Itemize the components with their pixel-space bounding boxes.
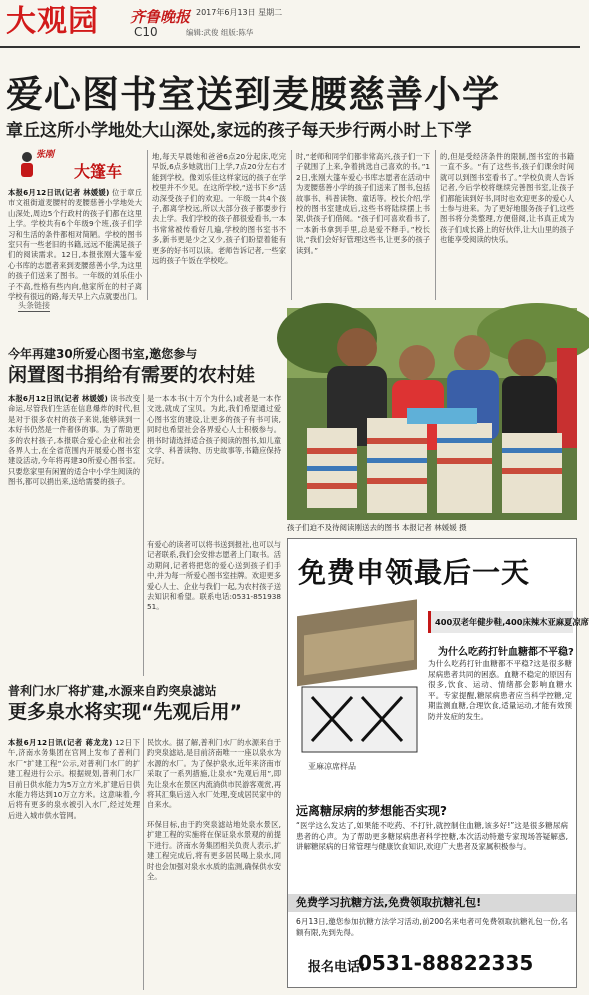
- column-rule: [435, 150, 436, 300]
- ad-title: 免费申领最后一天: [298, 556, 531, 589]
- paper-logo: 齐鲁晚报: [130, 8, 191, 26]
- second-byline: 本报6月12日讯(记者 林媛媛): [8, 394, 108, 403]
- section-title: 大观园: [6, 4, 99, 39]
- lead-body-col4: [440, 152, 574, 300]
- column-rule: [291, 150, 292, 300]
- third-body-col3: [147, 820, 281, 990]
- lead-subheadline: 章丘这所小学地处大山深处,家远的孩子每天步行两小时上下学: [6, 121, 472, 141]
- third-body-text-2: 民饮水。据了解,普利门水厂的水源来自于趵突泉滤站,是目前济南唯一一座以泉水为水源的水厂。为了保护泉水,近年来济南市采取了一系列措施,让泉水“先观后用”,即先让泉水在景区内流淌供市民游客观赏,再将其汇集后送入水厂处理,变成居民家中的自来水。: [147, 738, 281, 810]
- editor-line: 编辑:武俊 组版:陈华: [186, 28, 254, 37]
- column-rule: [147, 150, 148, 300]
- third-kicker: 普利门水厂将扩建,水源来自趵突泉滤站: [8, 684, 217, 698]
- second-body-col3: [147, 540, 281, 676]
- second-body-text-3: 有爱心的读者可以将书送到报社,也可以与记者联系,我们会安排志愿者上门取书。活动期间,记者将把您的爱心送到孩子们手中,并为每一所爱心图书室挂牌。欢迎更多爱心人士、企业与我们一起,为农村孩子送去知识和希望。联系电话:0531-85193851。: [147, 540, 281, 612]
- columnist-avatar-icon: [18, 150, 36, 178]
- third-body-text-3: 环保目标,由于趵突泉滤站地处泉水景区,扩建工程的实施将在保证泉水景观的前提下进行。济南水务集团相关负责人表示,扩建工程完成后,将有更多居民喝上泉水,同时也会加强对泉水水质的监测,确保供水安全。: [147, 820, 281, 882]
- second-body-text-1: 读书改变命运,尽管我们生活在信息爆炸的时代,但是对于很多农村的孩子来说,能够读到一本好书仍然是一件奢侈的事。为了帮助更多的农村孩子,本报联合爱心企业和社会各界人士,在全省范围内开展爱心图书室建设活动,今年将再建30所爱心图书室。只要您家里有闲置的适合中小学生阅读的图书,都可以捐出来,送给需要的孩子。: [8, 394, 140, 487]
- header-rule: [0, 46, 580, 48]
- ad-phone-number: 0531-88822335: [358, 951, 534, 975]
- third-body-text-1: 12日下午,济南水务集团在官网上发布了普利门水厂“扩建工程”公示,对普利门水厂的扩建工程进行公示。根据规划,普利门水厂目前日供水能力为5万立方米,扩建后日供水能力将达到10万立方米。这意味着,今后将有更多的泉水被引入水厂,经过处理后进入城市供水管网。: [8, 738, 140, 820]
- columnist-label: 张刚: [36, 150, 55, 160]
- lead-body-col2: [152, 152, 286, 300]
- section-tag: 头条链接: [18, 301, 50, 310]
- second-body-text-2: 是一本本书(十万个为什么)或者是一本作文选,就成了宝贝。为此,我们希望通过爱心图书室的建设,让更多的孩子有书可读,同时也希望社会各界爱心人士积极参与。捐书时请选择适合孩子阅读的图书,如儿童文学、科普读物、历史故事等,书籍应保持完好。: [147, 394, 281, 466]
- ad-strip: 免费学习抗糖方法,免费领取抗糖礼包!: [288, 894, 576, 912]
- second-headline: 闲置图书捐给有需要的农村娃: [8, 364, 256, 386]
- lead-body-text-4: 的,但是受经济条件的限制,图书室的书籍一直不多。“有了这些书,孩子们课余时间就可以到图书室看书了。”学校负责人告诉记者,今后学校将继续完善图书室,让孩子们都能读到好书,同时也欢迎更多的爱心人士参与进来。为了更好地服务孩子们,这些图书将分类整理,方便借阅,让书真正成为孩子们成长路上的好伙伴,让大山里的孩子也能享受阅读的快乐。: [440, 152, 574, 245]
- mat-product-icon: [292, 607, 422, 757]
- lead-body-col1: [8, 188, 142, 300]
- date-line: 2017年6月13日 星期二: [196, 8, 283, 17]
- ad-banner: 400双老年健步鞋,400床辣木亚麻夏凉席: [428, 611, 573, 633]
- ad-question-2: 远离糖尿病的梦想能否实现?: [296, 804, 447, 818]
- page-number: C10: [134, 25, 158, 39]
- column-rule: [143, 738, 144, 990]
- third-byline: 本报6月12日讯(记者 蒋龙龙): [8, 738, 113, 747]
- lead-body-col3: [296, 152, 430, 300]
- ad-body-3: 6月13日,邀您参加抗糖方法学习活动,前200名来电者可免费领取抗糖礼包一份,名额有限,先到先得。: [296, 917, 568, 937]
- advertisement: [287, 538, 589, 988]
- ad-body-2: “医学这么发达了,如果能不吃药、不打针,就控制住血糖,该多好!”这是很多糖尿病患者的心声。为了帮助更多糖尿病患者科学控糖,本次活动特邀专家现场答疑解惑,讲解糖尿病的日常管理与健康饮食知识,欢迎广大患者及家属积极参与。: [296, 821, 568, 851]
- lead-body-text-1: 位于章丘市文祖街道麦腰村的麦腰慈善小学地处大山深处,周边5个行政村的孩子们都在这里上学。学校共有6个年级9个班,孩子们学习和生活的条件都相对简陋。学校的图书室只有一些老旧的书籍,远远不能满足孩子们的阅读需求。12日,本报张刚大篷车爱心书库的志愿者来到麦腰慈善小学,为这里的孩子们送来了图书。一年级的刘乐佳小子不高,性格有些内向,他家所在的村子离学校有很远的路,每天早上六点就要出门。: [8, 188, 142, 302]
- lead-byline: 本报6月12日讯(记者 林媛媛): [8, 188, 110, 197]
- third-headline: 更多泉水将实现“先观后用”: [8, 701, 242, 723]
- third-body-col1: [8, 738, 140, 990]
- ad-body-1: 为什么吃药打针血糖都不平稳?这是很多糖尿病患者共同的困惑。血糖不稳定的原因有很多,饮食、运动、情绪都会影响血糖水平。专家提醒,糖尿病患者应当科学控糖,定期监测血糖,合理饮食,适量运动,才能有效预防并发症的发生。: [428, 659, 572, 721]
- second-body-col1: [8, 394, 140, 676]
- second-body-col2: [147, 394, 281, 534]
- ad-phone-label: 报名电话:: [308, 960, 366, 975]
- second-kicker: 今年再建30所爱心图书室,邀您参与: [8, 347, 198, 361]
- children-reading-photo: [287, 308, 577, 520]
- columnist-name: 大篷车: [74, 162, 123, 181]
- lead-body-text-3: 时,“老师和同学们都非常高兴,孩子们一下子就围了上来,争着挑选自己喜欢的书。”12日,张刚大篷车爱心书库志愿者在活动中为麦腰慈善小学的孩子们送来了图书,包括故事书、科普读物、童话等。校长介绍,学校的图书室建成后,这些书将陆续摆上书架,供孩子们借阅。“孩子们可喜欢看书了,一本新书拿到手里,总是爱不释手。”校长说,“我们会好好管理这些书,让更多的孩子读到。”: [296, 152, 430, 255]
- ad-question: 为什么吃药打针血糖都不平稳?: [438, 647, 574, 658]
- column-rule: [143, 394, 144, 676]
- photo-caption: 孩子们迫不及待阅读刚送去的图书 本报记者 林媛媛 摄: [287, 523, 467, 532]
- third-body-col2: [147, 738, 281, 816]
- lead-headline: 爱心图书室送到麦腰慈善小学: [6, 73, 500, 116]
- ad-product-label: 亚麻凉席样品: [308, 762, 356, 771]
- lead-body-text-2: 地,每天早晨她和爸爸6点20分起床,吃完早饭,6点多她就出门上学,7点20分左右才能到学校。像刘乐佳这样家远的孩子在学校里并不少见。在这所学校,“送书下乡”活动深受孩子们的欢迎。一年级一共4个孩子,都离学校远,所以大部分孩子都要步行去上学。我们学校的孩子都很爱看书,一本书常常被传看好几遍,学校的图书室书不多,新书更是少之又少,孩子们盼望着能有更多的好书可以读。老师告诉记者,一些家远的孩子午饭在学校吃。: [152, 152, 286, 266]
